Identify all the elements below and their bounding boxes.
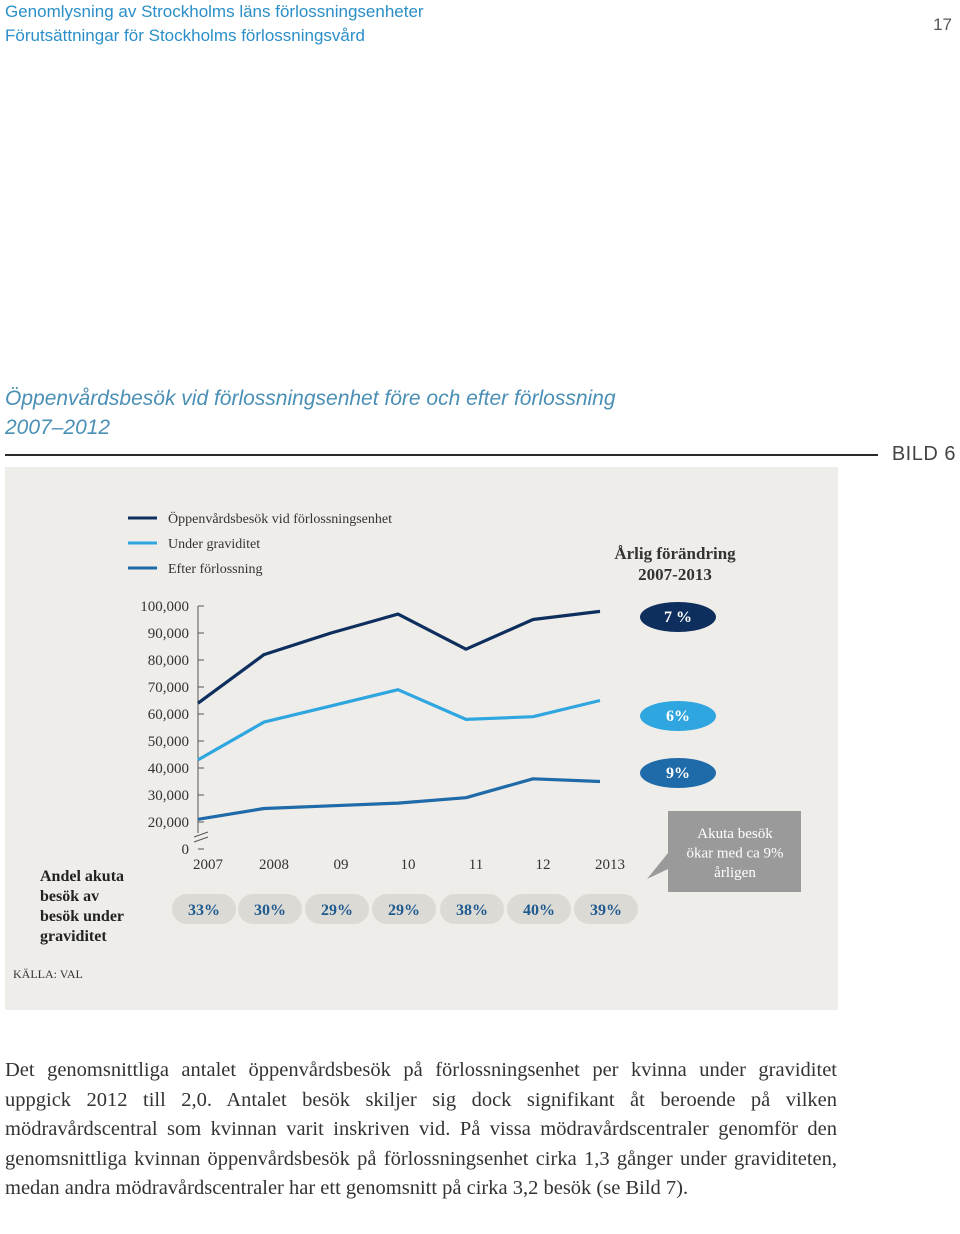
acute-share-value: 38% [456,902,488,919]
axis-break [194,832,208,837]
acute-share-value: 30% [254,902,286,919]
side-note-line: ökar med ca 9% [686,845,784,862]
figure-label: BILD 6 [891,443,956,465]
y-tick-label: 80,000 [147,653,189,669]
y-tick-label: 20,000 [147,815,189,831]
legend-label: Efter förlossning [168,562,263,577]
page-number: 17 [933,15,952,34]
acute-share-label-line: besök under [40,908,125,925]
acute-share-value: 39% [590,902,622,919]
acute-share-label-line: besök av [40,888,100,905]
y-tick-label: 70,000 [147,680,189,696]
y-tick-label: 60,000 [147,707,189,723]
figure-title-line1: Öppenvårdsbesök vid förlossningsenhet före och efter förlossning [5,387,616,410]
x-tick-label: 2008 [259,857,289,873]
x-tick-label: 12 [535,857,551,873]
series-line [198,690,600,760]
series-line [198,779,600,820]
y-tick-label: 30,000 [147,788,189,804]
side-note-line: Akuta besök [697,826,773,842]
body-paragraph: Det genomsnittliga antalet öppenvårdsbesök på förlossningsenhet per kvinna under graviditet uppgick 2012 till 2,0. Antalet besök skiljer sig dock signifikant åt beroende på vilken mödravårdscentral som kvinnan varit inskriven vid. På vissa mödravårdscentraler genomför den genomsnittliga kvinnan öppenvårdsbesök på förlossningsenhet cirka 1,3 gånger under graviditeten, medan andra mödravårdscentraler har ett genomsnitt på cirka 3,2 besök (se Bild 7). [5,1059,837,1199]
y-tick-label: 0 [181,842,189,858]
figure-title-line2: 2007–2012 [5,416,111,439]
y-tick-label: 90,000 [147,626,189,642]
side-note-line: årligen [714,865,756,881]
annual-change-value: 6% [666,708,690,725]
chart-panel [5,467,838,1010]
figure-title [5,384,616,442]
y-tick-label: 100,000 [140,599,189,615]
legend-label: Öppenvårdsbesök vid förlossningsenhet [168,512,392,527]
annual-change-heading: Årlig förändring [614,544,736,563]
acute-share-value: 40% [523,902,555,919]
acute-share-value: 29% [388,902,420,919]
acute-share-value: 29% [321,902,353,919]
legend-label: Under graviditet [168,537,261,552]
source-note: KÄLLA: VAL [13,967,83,981]
header-report-title: Genomlysning av Strockholms läns förlossningsenheter [5,2,424,21]
x-tick-label: 10 [400,857,416,873]
header-subtitle: Förutsättningar för Stockholms förlossningsvård [5,26,365,45]
chart [5,467,838,1010]
acute-share-label-line: Andel akuta [40,868,125,885]
x-tick-label: 2007 [193,857,223,873]
y-tick-label: 40,000 [147,761,189,777]
axis-break [194,837,208,842]
acute-share-value: 33% [188,902,220,919]
acute-share-label-line: graviditet [40,928,107,945]
annual-change-heading: 2007-2013 [638,565,712,584]
figure-rule [5,454,878,456]
x-tick-label: 11 [468,857,484,873]
annual-change-value: 9% [666,765,690,782]
x-tick-label: 2013 [595,857,625,873]
x-tick-label: 09 [333,857,349,873]
annual-change-value: 7 % [664,609,692,626]
y-tick-label: 50,000 [147,734,189,750]
